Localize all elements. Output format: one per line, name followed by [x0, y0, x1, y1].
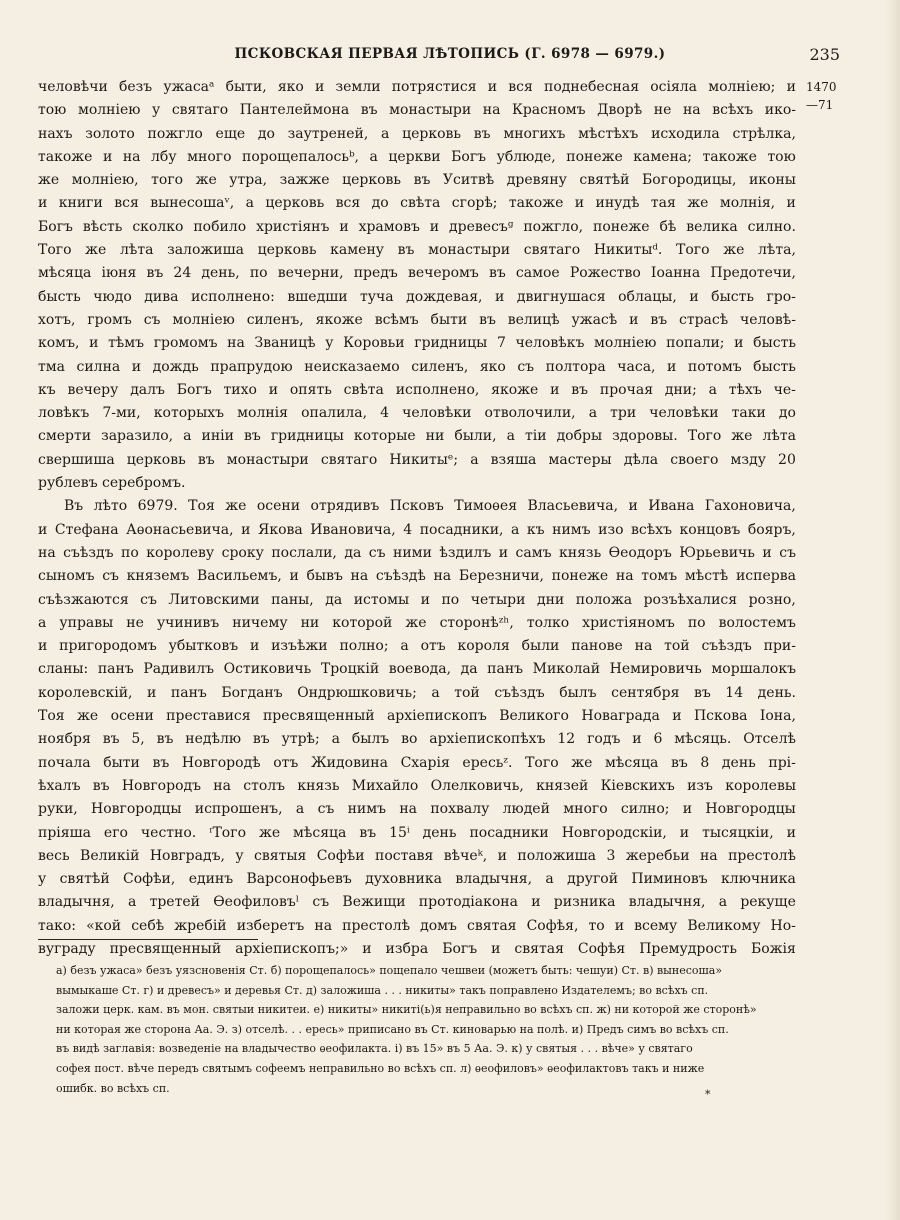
text-line: нахъ золото пожгло еще до заутреней, а церковь въ многихъ мѣстѣхъ исходила стрѣлка, — [38, 125, 796, 142]
text-line: Того же лѣта заложиша церковь камену въ монастыри святаго Никитыᵈ. Того же лѣта, — [38, 242, 796, 259]
text-line: сыномъ съ княземъ Васильемъ, и бывъ на съѣздѣ на Березничи, понеже на томъ мѣстѣ исперва — [38, 568, 796, 585]
signature-mark: * — [705, 1088, 711, 1101]
text-line: бысть чюдо дива исполнено: вшедши туча дождевая, и двигнушася облацы, и бысть гро- — [38, 288, 796, 305]
running-header — [0, 44, 900, 68]
footnotes — [56, 961, 796, 1098]
footnote-line: въ видѣ заглавія: возведеніе на владычество ѳеофилакта. і) въ 15» въ 5 Аа. Э. к) у святыя . . . вѣче» у святаго — [56, 1042, 693, 1056]
text-line: Тоя же осени преставися пресвященный архіепископъ Великого Новаграда и Пскова Іона, — [38, 708, 796, 725]
text-line: пріяша его честно. ᶦТого же мѣсяца въ 15ⁱ день посадники Новгородскіи, и тысяцкіи, и — [38, 824, 796, 841]
text-line: свершиша церковь въ монастыри святаго Никитыᵉ; а взяша мастеры дѣла своего мзду 20 — [38, 451, 796, 468]
text-line: королевскій, и панъ Богданъ Ондрюшковичь; а той съѣздъ былъ сентября въ 14 день. — [38, 684, 796, 701]
text-line: тма силна и дождь прапрудою неисказаемо силенъ, яко съ полтора часа, и потомъ бысть — [38, 358, 796, 375]
text-line: хотъ, громъ съ молніею силенъ, якоже всѣмъ быти въ велицѣ ужасѣ и въ страсѣ человѣ- — [38, 311, 796, 328]
text-line: сланы: панъ Радивилъ Остиковичь Троцкій воевода, да панъ Миколай Немировичь моршалокъ — [38, 661, 796, 678]
margin-year-line-1: 1470 — [806, 80, 837, 94]
text-line: Богъ вѣсть сколко побило христіянъ и храмовъ и древесъᵍ пожгло, понеже бѣ велика силно. — [38, 218, 796, 235]
text-line: на съѣздъ по королеву сроку послали, да съ ними ѣздилъ и самъ князь Ѳеодоръ Юрьевичь и съ — [38, 544, 796, 561]
text-line: къ вечеру далъ Богъ тихо и опять свѣта исполнено, якоже и въ прочая дни; а тѣхъ че- — [38, 381, 796, 398]
page-number: 235 — [809, 45, 840, 64]
text-line: у святѣй Софѣи, единъ Варсонофьевъ духовника владычня, а другой Пиминовъ ключника — [38, 871, 796, 888]
margin-year-note — [806, 78, 866, 114]
text-line: владычня, а третей Ѳеофиловъˡ съ Вежищи протодіакона и ризника владычня, а рекуще — [38, 894, 796, 911]
text-line: комъ, и тѣмъ громомъ на Званицѣ у Коровьи гридницы 7 человѣкъ молніею попали; и бысть — [38, 335, 796, 352]
margin-year-line-2: —71 — [806, 98, 834, 112]
footnote-line: заложи церк. кам. въ мон. святыи никитеи. е) никиты» никиті(ь)я неправильно во всѣхъ сп. ж) ни которой же сторонѣ» — [56, 1003, 757, 1017]
text-line: рублевъ серебромъ. — [38, 475, 186, 492]
header-title: ПСКОВСКАЯ ПЕРВАЯ ЛѢТОПИСЬ (Г. 6978 — 6979.) — [234, 46, 666, 62]
text-line: смерти заразило, а иніи въ гридницы которые ни были, а тіи добры здоровы. Того же лѣта — [38, 428, 796, 445]
text-line: тако: «кой себѣ жребій изберетъ на престолѣ домъ святая Софѣя, то и всему Великому Но- — [38, 917, 796, 934]
footnote-separator — [38, 939, 258, 940]
text-line: и Стефана Аѳонасьевича, и Якова Ивановича, 4 посадники, а къ нимъ изо всѣхъ концовъ бояръ, — [38, 521, 796, 538]
text-line: и пригородомъ убытковъ и изъѣжи полно; а отъ короля были панове на той съѣздъ при- — [38, 638, 796, 655]
text-line: такоже и на лбу много порощепалосьᵇ, а церкви Богъ ублюде, понеже камена; такоже тою — [38, 148, 796, 165]
text-line: вуграду пресвященный архіепископъ;» и избра Богъ и святая Софѣя Премудрость Божія — [38, 940, 796, 957]
text-line: а управы не учинивъ ничему ни которой же сторонѣᶻʰ, толко христіяномъ по волостемъ — [38, 614, 796, 631]
text-line: ноября въ 5, въ недѣлю въ утрѣ; а былъ во архіепископѣхъ 12 годъ и 6 мѣсяць. Отселѣ — [38, 731, 796, 748]
text-line: ловѣкъ 7-ми, которыхъ молнія опалила, 4 человѣки отволочили, а три человѣки таки до — [38, 405, 796, 422]
footnote-line: софея пост. вѣче передъ святымъ софеемъ неправильно во всѣхъ сп. л) ѳеофиловъ» ѳеофилактовъ такъ и ниже — [56, 1061, 705, 1075]
footnote-line: ни которая же сторона Аа. Э. з) отселѣ. . . ересь» приписано въ Ст. киноварью на полѣ. и) Предъ симъ во всѣхъ сп. — [56, 1022, 729, 1036]
text-line: Въ лѣто 6979. Тоя же осени отрядивъ Псковъ Тимоѳея Власьевича, и Ивана Гахоновича, — [64, 498, 796, 515]
text-line: весь Великій Новградъ, у святыя Софѣи поставя вѣчеᵏ, и положиша 3 жеребьи на престолѣ — [38, 847, 796, 864]
text-line: человѣчи безъ ужасаᵃ быти, яко и земли потрястися и вся поднебесная осіяла молніею; и — [38, 79, 796, 95]
footnote-line: вымыкаше Ст. г) и древесъ» и деревья Ст. д) заложиша . . . никиты» такъ поправлено Издателемъ; во всѣхъ сп. — [56, 983, 709, 997]
text-line: тою молніею у святаго Пантелеймона въ монастыри на Красномъ Дворѣ не на всѣхъ ико- — [38, 102, 796, 119]
text-line: ѣхалъ въ Новгородъ на столъ князь Михайло Олелковичь, князей Кіевскихъ изъ королевы — [38, 777, 796, 794]
footnote-line: а) безъ ужаса» безъ уязсновенія Ст. б) порощепалось» пощепало чешвеи (можетъ быть: чешуи) Ст. в) вынесоша» — [56, 964, 723, 977]
text-line: же молніею, того же утра, зажже церковь въ Уситвѣ древяну святѣй Богородицы, иконы — [38, 172, 796, 189]
text-line: съѣзжаются съ Литовскими паны, да истомы и по четыри дни положа розъѣхалися розно, — [38, 591, 796, 608]
chronicle-text — [38, 76, 796, 961]
text-line: и книги вся вынесошаᵛ, а церковь вся до свѣта сгорѣ; такоже и инудѣ тая же молнія, и — [38, 195, 796, 212]
text-line: руки, Новгородцы испрошенъ, а съ нимъ на похвалу людей много силно; и Новгородцы — [38, 801, 796, 818]
text-line: мѣсяца іюня въ 24 день, по вечерни, предъ вечеромъ въ самое Рожество Іоанна Предотечи, — [38, 265, 796, 282]
text-line: почала быти въ Новгородѣ отъ Жидовина Схарія ересьᶻ. Того же мѣсяца въ 8 день прі- — [38, 754, 796, 771]
paper-edge-shadow — [886, 0, 900, 1220]
footnote-line: ошибк. во всѣхъ сп. — [56, 1081, 170, 1095]
